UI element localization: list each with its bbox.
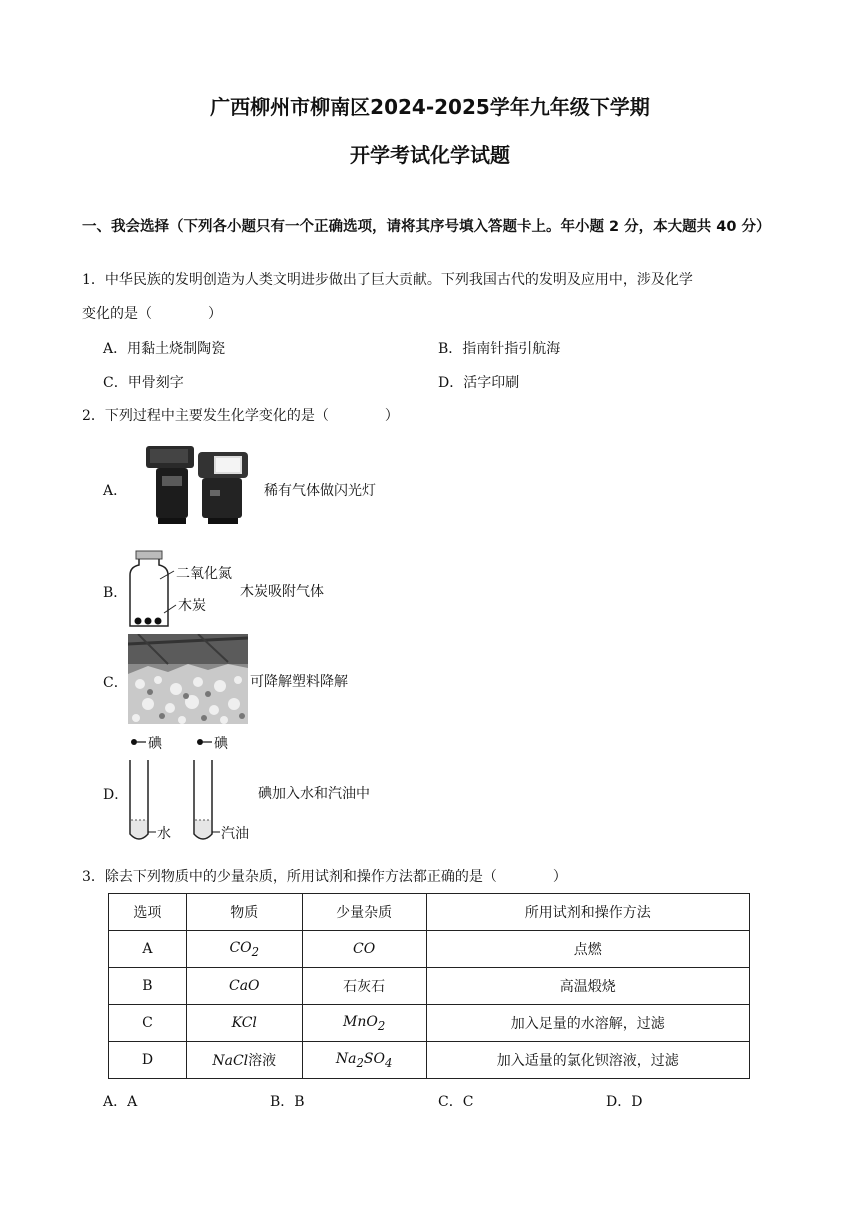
cell-method: 点燃 — [426, 931, 749, 968]
nitrogen-dioxide-bottle-figure — [124, 549, 244, 631]
table-row — [109, 1042, 750, 1079]
formula: MnO — [342, 1013, 378, 1030]
q2-stem: 2．下列过程中主要发生化学变化的是（ ） — [82, 408, 399, 424]
q2-option-b-letter[interactable]: B． — [103, 585, 128, 601]
cell-impurity — [302, 1042, 426, 1079]
figure-label-iodine-1: 碘 — [148, 736, 162, 752]
cell-option: D — [109, 1042, 187, 1079]
plastic-waste-photo — [128, 634, 248, 724]
cell-option: C — [109, 1005, 187, 1042]
formula-suffix: 溶液 — [248, 1053, 277, 1069]
figure-label-iodine-2: 碘 — [214, 736, 228, 752]
table-row — [109, 1005, 750, 1042]
formula-subscript: 2 — [251, 944, 260, 959]
q2-option-c-letter[interactable]: C． — [103, 675, 128, 691]
q2-option-d-caption: 碘加入水和汽油中 — [258, 786, 370, 802]
formula-subscript: 2 — [377, 1018, 386, 1033]
cell-substance — [186, 1005, 302, 1042]
cell-method: 加入足量的水溶解，过滤 — [426, 1005, 749, 1042]
formula: NaCl — [212, 1053, 249, 1069]
figure-label-water: 水 — [157, 826, 171, 842]
q3-option-a[interactable]: A．A — [103, 1094, 138, 1110]
q2-option-a-caption: 稀有气体做闪光灯 — [264, 483, 376, 499]
q2-option-c-caption: 可降解塑料降解 — [250, 674, 348, 690]
figure-label-no2: 二氧化氮 — [176, 566, 232, 582]
cell-option: A — [109, 931, 187, 968]
formula-na2so4: $Na_2SO_4$ — [335, 1050, 393, 1070]
camera-flash-image — [128, 440, 262, 536]
header-method: 所用试剂和操作方法 — [426, 894, 749, 931]
cell-impurity: 石灰石 — [302, 968, 426, 1005]
formula: CO — [353, 941, 376, 957]
q1-option-a[interactable]: A．用黏土烧制陶瓷 — [103, 341, 226, 357]
formula: KCl — [231, 1015, 257, 1031]
formula: CO — [229, 939, 252, 956]
exam-title-line1: 广西柳州市柳南区2024-2025学年九年级下学期 — [210, 95, 650, 119]
exam-title-line2: 开学考试化学试题 — [350, 143, 510, 167]
cell-impurity — [302, 1005, 426, 1042]
cell-substance — [186, 1042, 302, 1079]
q3-option-c[interactable]: C．C — [438, 1094, 474, 1110]
q1-option-b[interactable]: B．指南针指引航海 — [438, 341, 561, 357]
table-row — [109, 968, 750, 1005]
cell-substance — [186, 931, 302, 968]
q1-stem-line2: 变化的是（ ） — [82, 306, 222, 322]
table-row — [109, 931, 750, 968]
q3-option-b[interactable]: B．B — [270, 1094, 305, 1110]
q3-option-d[interactable]: D．D — [606, 1094, 643, 1110]
header-substance: 物质 — [186, 894, 302, 931]
formula: CaO — [229, 978, 260, 994]
q1-option-d[interactable]: D．活字印刷 — [438, 375, 520, 391]
figure-label-gasoline: 汽油 — [221, 826, 249, 842]
cell-method: 加入适量的氯化钡溶液，过滤 — [426, 1042, 749, 1079]
figure-label-charcoal: 木炭 — [178, 598, 206, 614]
cell-method: 高温煅烧 — [426, 968, 749, 1005]
q3-stem: 3．除去下列物质中的少量杂质，所用试剂和操作方法都正确的是（ ） — [82, 869, 567, 885]
header-option: 选项 — [109, 894, 187, 931]
q1-stem-line1: 1．中华民族的发明创造为人类文明进步做出了巨大贡献。下列我国古代的发明及应用中，涉及化学 — [82, 272, 693, 288]
section-heading: 一、我会选择（下列各小题只有一个正确选项，请将其序号填入答题卡上。年小题 2 分，本大题共 40 分） — [82, 219, 771, 235]
cell-impurity — [302, 931, 426, 968]
q2-option-a-letter[interactable]: A． — [103, 483, 128, 499]
table-header-row — [109, 894, 750, 931]
cell-option: B — [109, 968, 187, 1005]
q1-option-c[interactable]: C．甲骨刻字 — [103, 375, 184, 391]
cell-substance — [186, 968, 302, 1005]
q2-option-b-caption: 木炭吸附气体 — [240, 584, 324, 600]
impurity-removal-table — [108, 893, 750, 1079]
iodine-test-tubes-figure — [124, 732, 264, 850]
header-impurity: 少量杂质 — [302, 894, 426, 931]
q2-option-d-letter[interactable]: D． — [103, 787, 129, 803]
